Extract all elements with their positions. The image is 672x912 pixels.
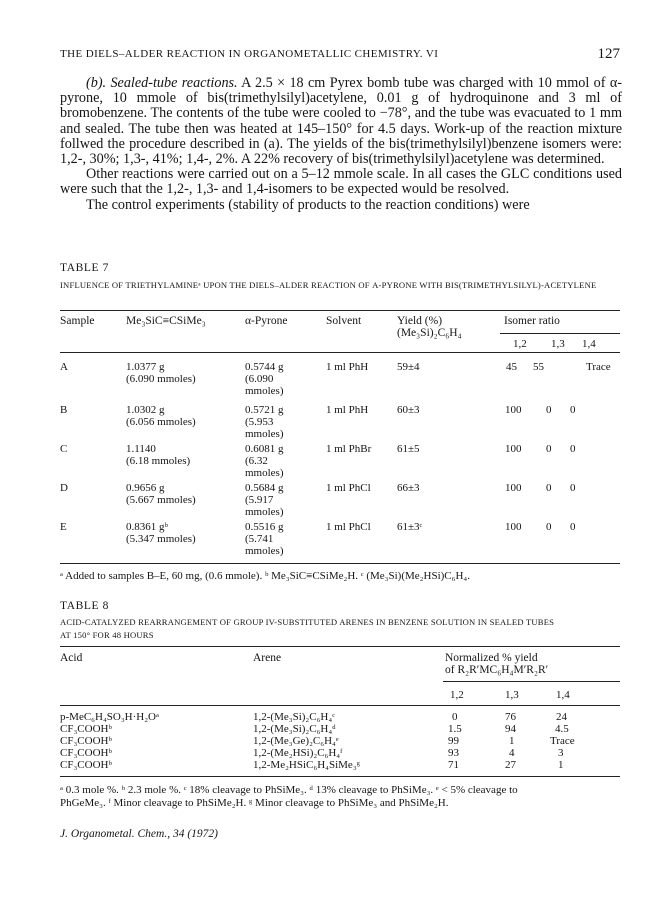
table7-footnote: ᵃ Added to samples B–E, 60 mg, (0.6 mmole). ᵇ Me₃SiC≡CSiMe₂H. ᶜ (Me₃Si)(Me₂HSi)C₆H₄. bbox=[60, 570, 470, 582]
table7-yield: 61±3ᶜ bbox=[397, 521, 423, 533]
paragraph-lead: (b). Sealed-tube reactions. bbox=[86, 75, 238, 91]
table7-ratio-1-2: 100 bbox=[505, 482, 522, 494]
table8-yield-1-4: Trace bbox=[550, 735, 575, 747]
table8-yield-1-2: 99 bbox=[448, 735, 459, 747]
table7-acetylene-mmol: (6.090 mmoles) bbox=[126, 373, 196, 385]
table7-pyrone-unit: mmoles) bbox=[245, 506, 284, 518]
table7-solvent: 1 ml PhCl bbox=[326, 482, 371, 494]
table7-solvent: 1 ml PhH bbox=[326, 404, 369, 416]
table7-sample: A bbox=[60, 361, 68, 373]
table7-pyrone-mass: 0.6081 g bbox=[245, 443, 284, 455]
table7-pyrone-mmol: (5.917 bbox=[245, 494, 274, 506]
table8-yield-1-2: 1.5 bbox=[448, 723, 462, 735]
table7-ratio-1-4: 0 bbox=[570, 404, 576, 416]
table8-label: TABLE 8 bbox=[60, 600, 109, 612]
table8-header-rule bbox=[60, 705, 620, 706]
table7-yield: 60±3 bbox=[397, 404, 420, 416]
table7-sample: C bbox=[60, 443, 68, 455]
table8-yield-1-4: 3 bbox=[558, 747, 564, 759]
table7-ratio-1-4: 0 bbox=[570, 482, 576, 494]
table8-yield-1-3: 4 bbox=[509, 747, 515, 759]
paragraph-control: The control experiments (stability of products to the reaction conditions) were bbox=[86, 196, 530, 213]
table8-acid: CF₃COOHᵇ bbox=[60, 759, 112, 771]
table7-pyrone-unit: mmoles) bbox=[245, 467, 284, 479]
table7-sample: D bbox=[60, 482, 68, 494]
table7-acetylene-mmol: (5.347 mmoles) bbox=[126, 533, 196, 545]
page-number: 127 bbox=[597, 46, 620, 62]
table7-pyrone-unit: mmoles) bbox=[245, 428, 284, 440]
table8-footnote-line2: PhGeMe₃. ᶠ Minor cleavage to PhSiMe₂H. ᵍ Minor cleavage to PhSiMe₃ and PhSiMe₂H. bbox=[60, 797, 449, 809]
paragraph-text: A 2.5 × 18 cm Pyrex bomb tube was charged with 10 mmol of α-pyrone, 10 mmole of bis(trimethylsilyl)acetylene, 0.01 g of hydroquinone and 3 ml of bromobenzene. The contents of the tube were cooled to −78°, and the tube was evacuated to 1 mm and sealed. The tube then was heated at 145–150° for 4.5 days. Work-up of the reaction mixture follwed the procedure described in (a). The yields of the bis(trimethylsilyl)benzene isomers were: 1,2-, 30%; 1,3-, 41%; 1,4-, 2%. A 22% recovery of bis(trimethylsilyl)acetylene was determined. bbox=[60, 75, 622, 168]
table8-yield-1-4: 4.5 bbox=[555, 723, 569, 735]
table7-header-yield-compound: (Me₃Si)₂C₆H₄ bbox=[397, 327, 462, 339]
table8-yield-1-3: 76 bbox=[505, 711, 516, 723]
table7-acetylene-mass: 0.8361 gᵇ bbox=[126, 521, 168, 533]
table8-yield-1-3: 1 bbox=[509, 735, 515, 747]
table7-pyrone-mass: 0.5744 g bbox=[245, 361, 284, 373]
table7-header-1-2: 1,2 bbox=[513, 338, 527, 350]
table7-ratio-1-3: 0 bbox=[546, 482, 552, 494]
table7-header-1-3: 1,3 bbox=[551, 338, 565, 350]
table8-bottom-rule bbox=[60, 776, 620, 777]
table8-caption: ACID-CATALYZED REARRANGEMENT OF GROUP IV-SUBSTITUTED ARENES IN BENZENE SOLUTION IN SEALED TUBES bbox=[60, 617, 555, 627]
table8-footnote: ᵃ 0.3 mole %. ᵇ 2.3 mole %. ᶜ 18% cleavage to PhSiMe₃. ᵈ 13% cleavage to PhSiMe₃. ᵉ < 5% cleavage to bbox=[60, 784, 518, 796]
table8-arene: 1,2-(Me₃Si)₂C₆H₄ᶜ bbox=[253, 711, 336, 723]
table7-ratio-1-3: 55 bbox=[533, 361, 544, 373]
table7-header-solvent: Solvent bbox=[326, 315, 362, 327]
table8-caption-line2: AT 150° FOR 48 HOURS bbox=[60, 630, 154, 640]
table7-header-yield: Yield (%) bbox=[397, 315, 443, 327]
table7-ratio-1-4: Trace bbox=[586, 361, 611, 373]
paragraph-other-reactions: Other reactions were carried out on a 5–12 mmole scale. In all cases the GLC conditions used were such that the 1,2-, 1,3- and 1,4-isomers to be expected would be resolved. bbox=[60, 166, 622, 198]
table7-pyrone-mmol: (6.090 bbox=[245, 373, 274, 385]
table7-ratio-1-2: 100 bbox=[505, 443, 522, 455]
table7-ratio-1-4: 0 bbox=[570, 443, 576, 455]
table8-yield-1-3: 94 bbox=[505, 723, 516, 735]
table7-solvent: 1 ml PhH bbox=[326, 361, 369, 373]
table8-yield-1-4: 1 bbox=[558, 759, 564, 771]
table7-yield: 61±5 bbox=[397, 443, 420, 455]
table7-ratio-1-3: 0 bbox=[546, 521, 552, 533]
table7-caption: INFLUENCE OF TRIETHYLAMINEᵃ UPON THE DIELS–ALDER REACTION OF Α-PYRONE WITH BIS(TRIMETHYLSILYL)-ACETYLENE bbox=[60, 280, 597, 290]
table7-acetylene-mass: 1.0377 g bbox=[126, 361, 165, 373]
table7-pyrone-unit: mmoles) bbox=[245, 385, 284, 397]
running-title: THE DIELS–ALDER REACTION IN ORGANOMETALLIC CHEMISTRY. VI bbox=[60, 48, 439, 60]
table8-header-acid: Acid bbox=[60, 652, 83, 664]
table8-header-arene: Arene bbox=[253, 652, 282, 664]
table8-acid: CF₃COOHᵇ bbox=[60, 735, 112, 747]
table7-header-sample: Sample bbox=[60, 315, 95, 327]
table7-pyrone-unit: mmoles) bbox=[245, 545, 284, 557]
table7-pyrone-mass: 0.5721 g bbox=[245, 404, 284, 416]
table7-pyrone-mass: 0.5516 g bbox=[245, 521, 284, 533]
journal-citation: J. Organometal. Chem., 34 (1972) bbox=[60, 828, 218, 840]
table8-yield-1-4: 24 bbox=[556, 711, 567, 723]
table7-acetylene-mmol: (6.18 mmoles) bbox=[126, 455, 191, 467]
table8-yield-1-3: 27 bbox=[505, 759, 516, 771]
table7-header-pyrone: α-Pyrone bbox=[245, 315, 288, 327]
table7-acetylene-mass: 0.9656 g bbox=[126, 482, 165, 494]
table7-ratio-1-3: 0 bbox=[546, 443, 552, 455]
table7-ratio-1-3: 0 bbox=[546, 404, 552, 416]
table7-ratio-1-2: 100 bbox=[505, 521, 522, 533]
table7-solvent: 1 ml PhCl bbox=[326, 521, 371, 533]
table7-header-1-4: 1,4 bbox=[582, 338, 596, 350]
table7-pyrone-mass: 0.5684 g bbox=[245, 482, 284, 494]
table8-header-1-2: 1,2 bbox=[450, 689, 464, 701]
table7-solvent: 1 ml PhBr bbox=[326, 443, 372, 455]
table8-acid: p-MeC₆H₄SO₃H·H₂Oᵃ bbox=[60, 711, 160, 723]
table8-arene: 1,2-(Me₂HSi)₂C₆H₄ᶠ bbox=[253, 747, 343, 759]
table7-header-isomer-ratio: Isomer ratio bbox=[504, 315, 560, 327]
table7-pyrone-mmol: (5.953 bbox=[245, 416, 274, 428]
table8-yield-1-2: 93 bbox=[448, 747, 459, 759]
table8-arene: 1,2-Me₂HSiC₆H₄SiMe₃ᵍ bbox=[253, 759, 360, 771]
table7-label: TABLE 7 bbox=[60, 262, 109, 274]
table8-acid: CF₃COOHᵇ bbox=[60, 723, 112, 735]
table7-yield: 59±4 bbox=[397, 361, 420, 373]
table7-sample: B bbox=[60, 404, 68, 416]
table7-ratio-1-2: 100 bbox=[505, 404, 522, 416]
table8-yield-1-2: 0 bbox=[452, 711, 458, 723]
table8-header-1-3: 1,3 bbox=[505, 689, 519, 701]
table8-header-1-4: 1,4 bbox=[556, 689, 570, 701]
table7-acetylene-mmol: (6.056 mmoles) bbox=[126, 416, 196, 428]
table7-header-acetylene: Me₃SiC≡CSiMe₃ bbox=[126, 315, 206, 327]
table7-ratio-1-4: 0 bbox=[570, 521, 576, 533]
table8-arene: 1,2-(Me₃Si)₂C₆H₄ᵈ bbox=[253, 723, 336, 735]
table7-ratio-1-2: 45 bbox=[506, 361, 517, 373]
table8-yield-rule bbox=[443, 681, 620, 682]
table8-header-yield-compound: of R₂R′MC₆H₄M′R₂R′ bbox=[445, 664, 549, 676]
table8-header-yield: Normalized % yield bbox=[445, 652, 538, 664]
table7-yield: 66±3 bbox=[397, 482, 420, 494]
table8-yield-1-2: 71 bbox=[448, 759, 459, 771]
table8-arene: 1,2-(Me₃Ge)₂C₆H₄ᵉ bbox=[253, 735, 339, 747]
table7-pyrone-mmol: (6.32 bbox=[245, 455, 268, 467]
table7-acetylene-mmol: (5.667 mmoles) bbox=[126, 494, 196, 506]
table7-acetylene-mass: 1.0302 g bbox=[126, 404, 165, 416]
table7-pyrone-mmol: (5.741 bbox=[245, 533, 274, 545]
table7-acetylene-mass: 1.1140 bbox=[126, 443, 156, 455]
table7-sample: E bbox=[60, 521, 67, 533]
table8-acid: CF₃COOHᵇ bbox=[60, 747, 112, 759]
